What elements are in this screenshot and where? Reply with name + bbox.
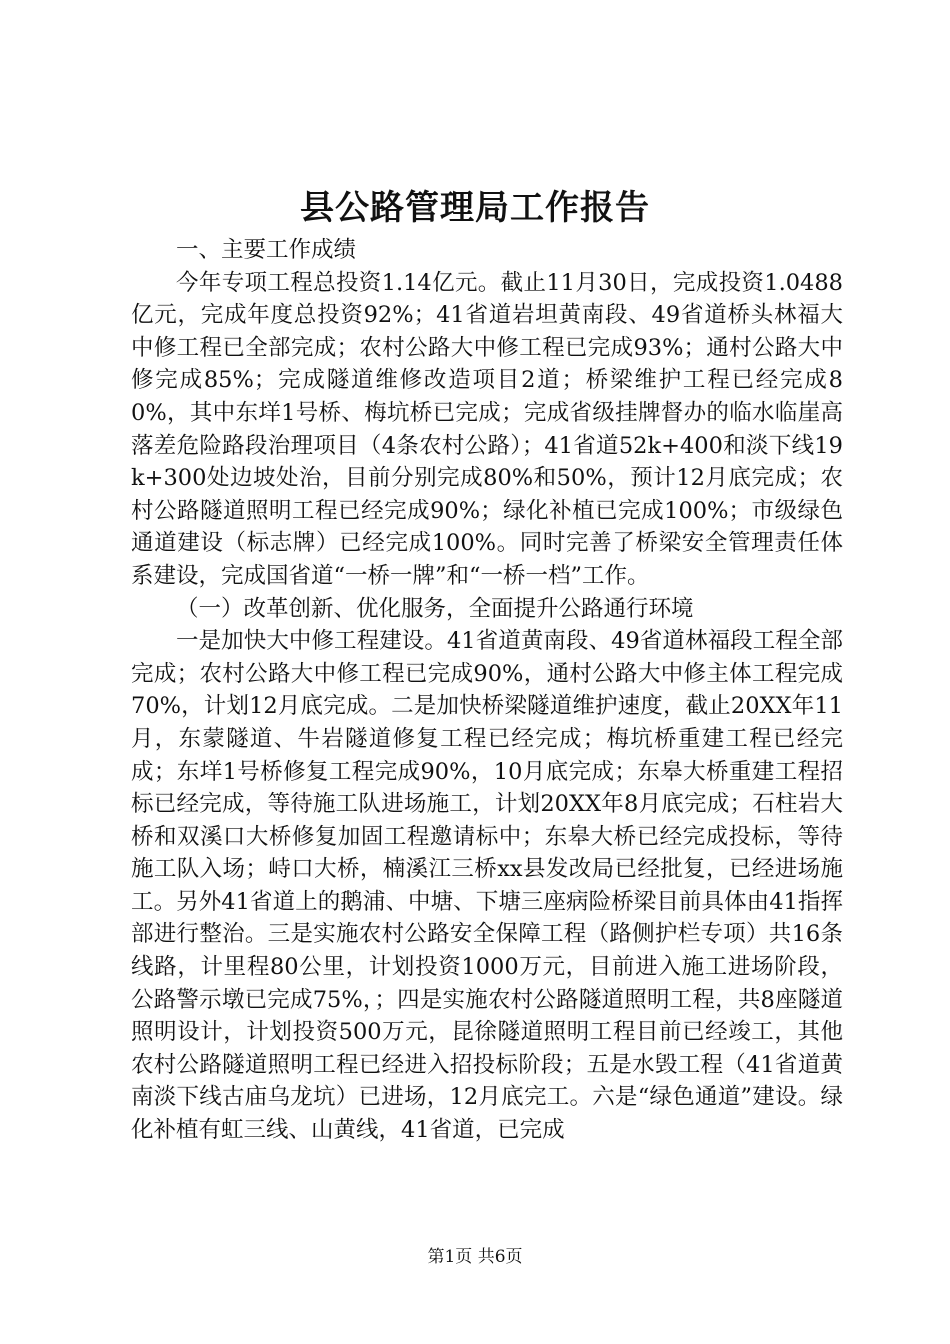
section-heading: 一、主要工作成绩 xyxy=(176,237,357,263)
body-paragraph: 一是加快大中修工程建设。41省道黄南段、49省道林福段工程全部完成；农村公路大中修工程已完成90%，通村公路大中修主体工程完成70%，计划12月底完成。二是加快桥梁隧道维护速度，截止20XX年11月，东蒙隧道、牛岩隧道修复工程已经完成；梅坑桥重建工程已经完成；东垟1号桥修复工程完成90%，10月底完成；东皋大桥重建工程招标已经完成，等待施工队进场施工，计划20XX年8月底完成；石柱岩大桥和双溪口大桥修复加固工程邀请标中；东皋大桥已经完成投标，等待施工队入场；峙口大桥，楠溪江三桥xx县发改局已经批复，已经进场施工。另外41省道上的鹅浦、中塘、下塘三座病险桥梁目前具体由41指挥部进行整治。三是实施农村公路安全保障工程（路侧护栏专项）共16条线路，计里程80公里，计划投资1000万元，目前进入施工进场阶段，公路警示墩已完成75%，；四是实施农村公路隧道照明工程，共8座隧道照明设计，计划投资500万元，昆徐隧道照明工程目前已经竣工，其他农村公路隧道照明工程已经进入招投标阶段；五是水毁工程（41省道黄南淡下线古庙乌龙坑）已进场，12月底完工。六是“绿色通道”建设。绿化补植有虹三线、山黄线，41省道，已完成 xyxy=(131,628,843,1144)
body-paragraph: 今年专项工程总投资1.14亿元。截止11月30日，完成投资1.0488亿元，完成年度总投资92%；41省道岩坦黄南段、49省道桥头林福大中修工程已全部完成；农村公路大中修工程已完成93%；通村公路大中修完成85%；完成隧道维修改造项目2道；桥梁维护工程已经完成80%，其中东垟1号桥、梅坑桥已完成；完成省级挂牌督办的临水临崖高落差危险路段治理项目（4条农村公路）；41省道52k+400和淡下线19k+300处边坡处治，目前分别完成80%和50%，预计12月底完成；农村公路隧道照明工程已经完成90%；绿化补植已完成100%；市级绿色通道建设（标志牌）已经完成100%。同时完善了桥梁安全管理责任体系建设，完成国省道“一桥一牌”和“一桥一档”工作。 xyxy=(131,269,843,589)
document-title: 县公路管理局工作报告 xyxy=(300,188,650,228)
page-number-footer: 第1页 共6页 xyxy=(427,1247,523,1267)
document-body xyxy=(131,234,843,1147)
subsection-heading: （一）改革创新、优化服务，全面提升公路通行环境 xyxy=(176,595,694,622)
